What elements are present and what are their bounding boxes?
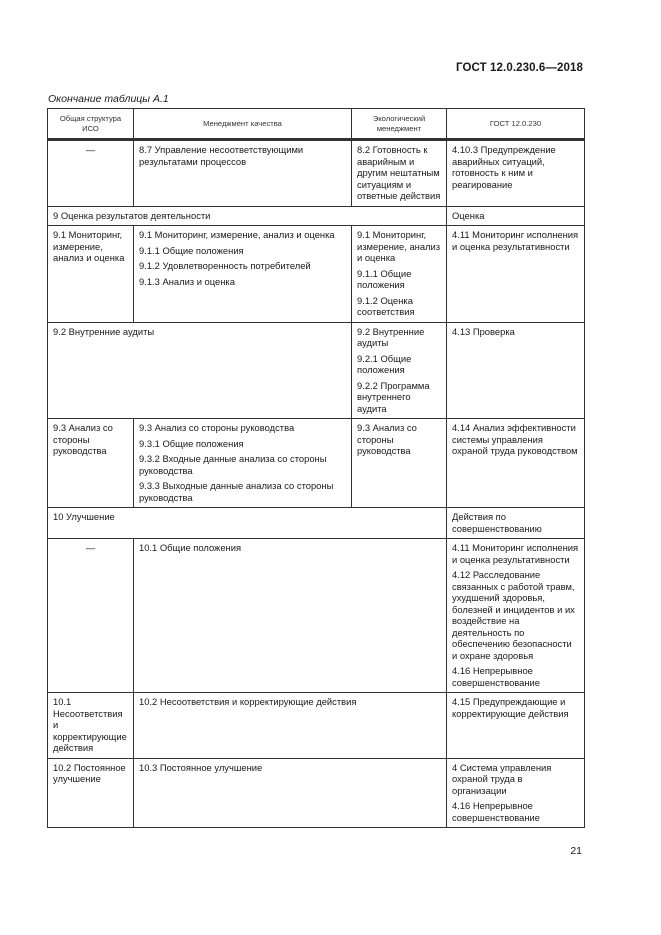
table-row: [48, 693, 585, 759]
column-header-iso: Общая структура ИСО: [48, 109, 134, 140]
gost-cell: 4.10.3 Предупреждение аварийных ситуаций, готовность к ним и реагирование: [447, 141, 585, 207]
iso-cell: 10.2 Постоянное улучшение: [48, 758, 134, 828]
quality-cell: 10.3 Постоянное улучшение: [134, 758, 447, 828]
gost-cell: Оценка: [447, 206, 585, 226]
column-header-gost: ГОСТ 12.0.230: [447, 109, 585, 140]
table-row: [48, 508, 585, 539]
gost-cell: 4.14 Анализ эффективности системы управления охраной труда руководством: [447, 419, 585, 508]
gost-cell: 4.11 Мониторинг исполнения и оценка результативности: [447, 226, 585, 323]
gost-cell: 4.15 Предупреждающие и корректирующие действия: [447, 693, 585, 759]
column-header-quality: Менеджмент качества: [134, 109, 352, 140]
iso-cell: 9.1 Мониторинг, измерение, анализ и оценка: [48, 226, 134, 323]
gost-cell: 4 Система управления охраной труда в организации 4.16 Непрерывное совершенствование: [447, 758, 585, 828]
eco-cell: 9.2 Внутренние аудиты 9.2.1 Общие положения 9.2.2 Программа внутреннего аудита: [352, 322, 447, 419]
page-number: 21: [570, 845, 582, 857]
quality-cell: 8.7 Управление несоответствующими результатами процессов: [134, 141, 352, 207]
table-row: [48, 539, 585, 693]
quality-cell: 9.1 Мониторинг, измерение, анализ и оценка 9.1.1 Общие положения 9.1.2 Удовлетворенность потребителей 9.1.3 Анализ и оценка: [134, 226, 352, 323]
table-row: [48, 226, 585, 323]
section-cell: 10 Улучшение: [48, 508, 447, 539]
quality-cell: 9.3 Анализ со стороны руководства 9.3.1 Общие положения 9.3.2 Входные данные анализа со стороны руководства 9.3.3 Выходные данные анализа со стороны руководства: [134, 419, 352, 508]
eco-cell: 8.2 Готовность к аварийным и другим нештатным ситуациям и ответные действия: [352, 141, 447, 207]
table-row: [48, 206, 585, 226]
document-header: ГОСТ 12.0.230.6—2018: [456, 62, 583, 74]
quality-cell: 10.1 Общие положения: [134, 539, 447, 693]
table-caption: Окончание таблицы А.1: [48, 93, 169, 105]
eco-cell: 9.1 Мониторинг, измерение, анализ и оценка 9.1.1 Общие положения 9.1.2 Оценка соответствия: [352, 226, 447, 323]
column-header-eco: Экологический менеджмент: [352, 109, 447, 140]
table-row: [48, 141, 585, 207]
table-row: [48, 322, 585, 419]
iso-cell: —: [48, 141, 134, 207]
table-row: [48, 758, 585, 828]
gost-cell: Действия по совершенствованию: [447, 508, 585, 539]
iso-cell: —: [48, 539, 134, 693]
table-row: [48, 419, 585, 508]
gost-cell: 4.11 Мониторинг исполнения и оценка результативности 4.12 Расследование связанных с работой травм, ухудшений здоровья, болезней и инцидентов и их воздействие на деятельность по обеспечению безопасности и охране здоровья 4.16 Непрерывное совершенствование: [447, 539, 585, 693]
iso-cell: 9.3 Анализ со стороны руководства: [48, 419, 134, 508]
quality-cell: 10.2 Несоответствия и корректирующие действия: [134, 693, 447, 759]
comparison-table: [47, 108, 585, 828]
iso-cell: 10.1 Несоответствия и корректирующие действия: [48, 693, 134, 759]
gost-cell: 4.13 Проверка: [447, 322, 585, 419]
table-header-row: [48, 109, 585, 140]
section-cell: 9.2 Внутренние аудиты: [48, 322, 352, 419]
section-cell: 9 Оценка результатов деятельности: [48, 206, 447, 226]
eco-cell: 9.3 Анализ со стороны руководства: [352, 419, 447, 508]
